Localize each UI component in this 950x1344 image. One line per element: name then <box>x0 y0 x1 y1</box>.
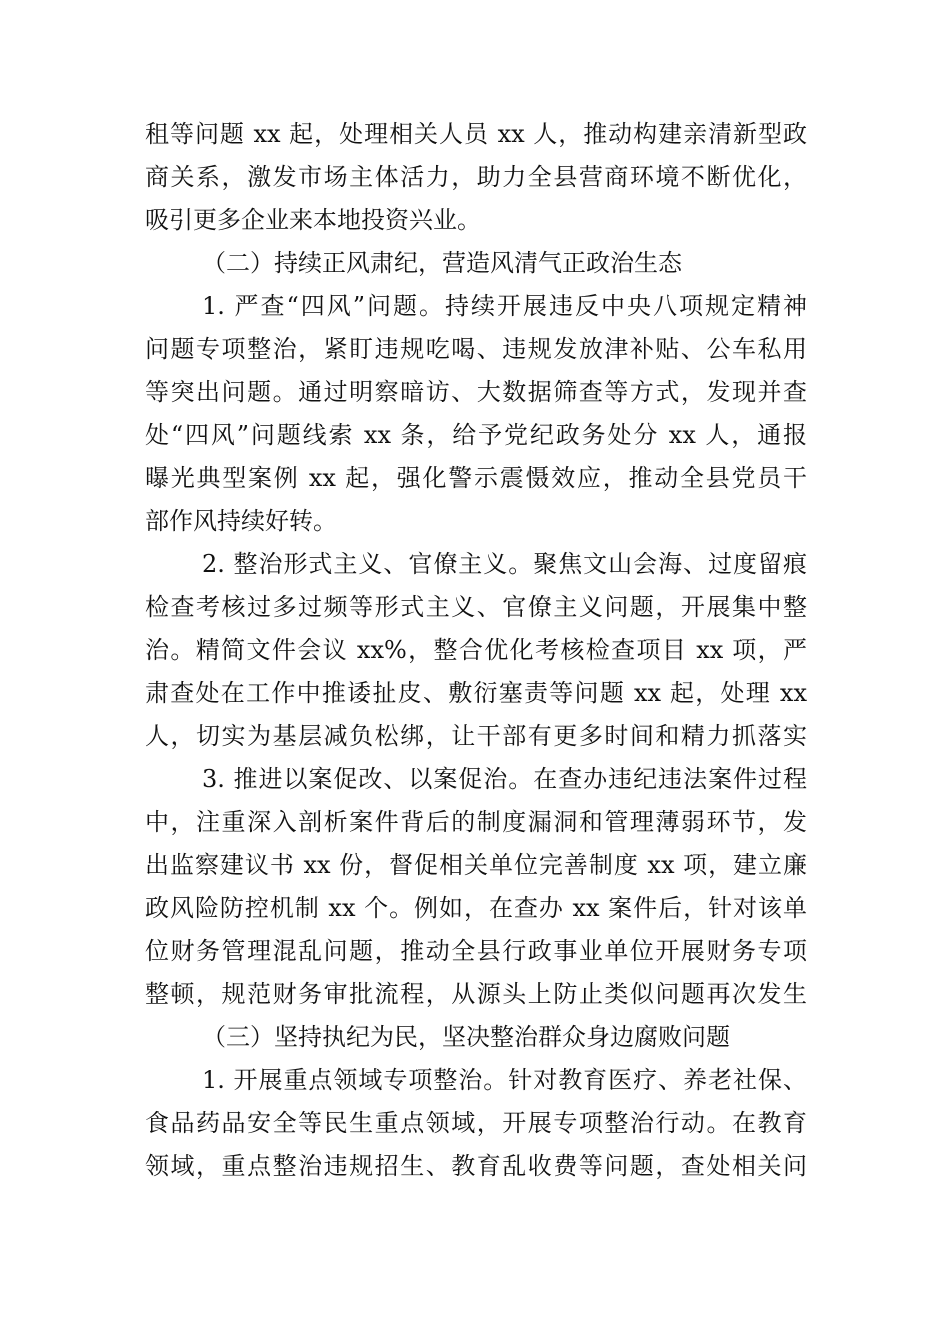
text-line: 1. 严查“四风”问题。持续开展违反中央八项规定精神 <box>202 292 807 320</box>
text-line: 商关系，激发市场主体活力，助力全县营商环境不断优化， <box>145 163 807 191</box>
text-line: 中，注重深入剖析案件背后的制度漏洞和管理薄弱环节，发 <box>145 808 807 836</box>
text-line: 1. 开展重点领域专项整治。针对教育医疗、养老社保、 <box>202 1066 807 1094</box>
text-line: 人，切实为基层减负松绑，让干部有更多时间和精力抓落实 <box>145 722 807 750</box>
text-line: 肃查处在工作中推诿扯皮、敷衍塞责等问题 xx 起，处理 xx <box>145 679 807 707</box>
text-line: 部作风持续好转。 <box>145 507 337 535</box>
text-line: 治。精简文件会议 xx%，整合优化考核检查项目 xx 项，严 <box>145 636 807 664</box>
text-line: 位财务管理混乱问题，推动全县行政事业单位开展财务专项 <box>145 937 807 965</box>
text-line: 整顿，规范财务审批流程，从源头上防止类似问题再次发生 <box>145 980 807 1008</box>
text-line: 食品药品安全等民生重点领域，开展专项整治行动。在教育 <box>145 1109 807 1137</box>
text-line: 政风险防控机制 xx 个。例如，在查办 xx 案件后，针对该单 <box>145 894 807 922</box>
section-heading: （三）坚持执纪为民，坚决整治群众身边腐败问题 <box>202 1023 730 1051</box>
text-line: 等突出问题。通过明察暗访、大数据筛查等方式，发现并查 <box>145 378 807 406</box>
text-line: 领域，重点整治违规招生、教育乱收费等问题，查处相关问 <box>145 1152 807 1180</box>
text-line: 出监察建议书 xx 份，督促相关单位完善制度 xx 项，建立廉 <box>145 851 807 879</box>
document-body <box>145 113 807 1188</box>
text-line: 检查考核过多过频等形式主义、官僚主义问题，开展集中整 <box>145 593 807 621</box>
text-line: 2. 整治形式主义、官僚主义。聚焦文山会海、过度留痕 <box>202 550 807 578</box>
section-heading: （二）持续正风肃纪，营造风清气正政治生态 <box>202 249 682 277</box>
text-line: 吸引更多企业来本地投资兴业。 <box>145 206 481 234</box>
text-line: 处“四风”问题线索 xx 条，给予党纪政务处分 xx 人，通报 <box>145 421 807 449</box>
text-line: 问题专项整治，紧盯违规吃喝、违规发放津补贴、公车私用 <box>145 335 807 363</box>
text-line: 租等问题 xx 起，处理相关人员 xx 人，推动构建亲清新型政 <box>145 120 807 148</box>
text-line: 曝光典型案例 xx 起，强化警示震慑效应，推动全县党员干 <box>145 464 807 492</box>
text-line: 3. 推进以案促改、以案促治。在查办违纪违法案件过程 <box>202 765 807 793</box>
